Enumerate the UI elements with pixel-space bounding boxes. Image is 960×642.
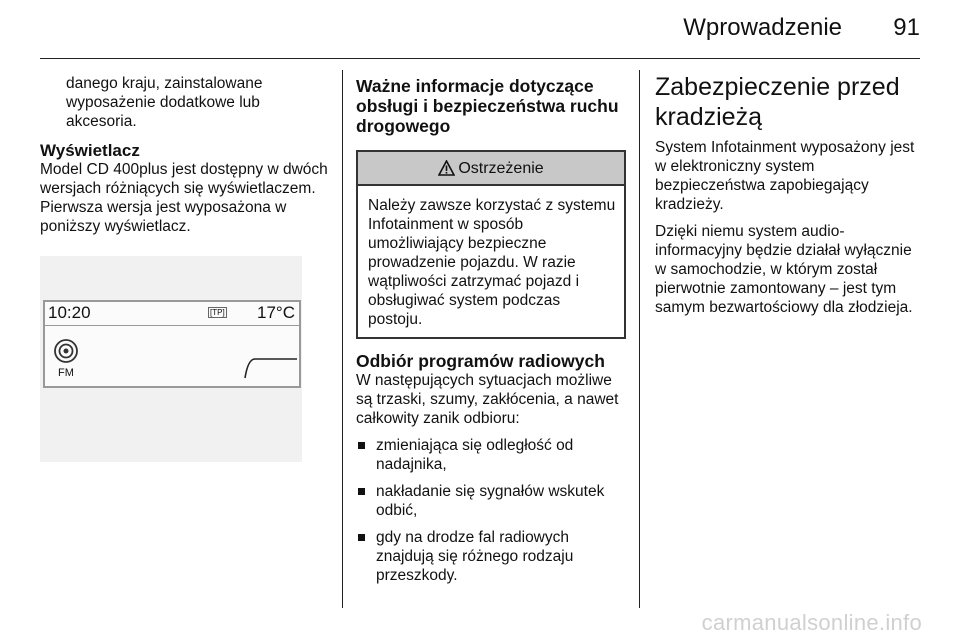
display-photo xyxy=(40,256,302,462)
column-3 xyxy=(655,64,923,325)
bullet-icon xyxy=(358,488,365,495)
tp-indicator: [TP] xyxy=(210,308,225,317)
reception-text: W następujących sytuacjach możliwe są trzaski, szumy, zakłócenia, a nawet całkowity zanik odbioru: xyxy=(356,372,619,427)
safety-heading: Ważne informacje dotyczące obsługi i bezpieczeństwa ruchu drogowego xyxy=(356,76,619,136)
display-screen xyxy=(43,300,301,388)
display-time: 10:20 xyxy=(48,303,91,322)
display-graphic-line xyxy=(243,357,297,379)
watermark: carmanualsonline.info xyxy=(701,610,922,635)
display-temperature: 17°C xyxy=(257,303,295,322)
page-number: 91 xyxy=(893,14,920,41)
list-item: zmieniająca się odległość od nadajnika, xyxy=(356,436,626,474)
warning-text: Należy zawsze korzystać z systemu Infotainment w sposób umożliwiający bezpieczne prowadzenie pojazdu. W razie wątpliwości zatrzymać pojazd i obsługiwać system podczas postoju. xyxy=(368,197,616,328)
bullet-icon xyxy=(358,442,365,449)
intro-text: danego kraju, zainstalowane wyposażenie dodatkowe lub akcesoria. xyxy=(66,75,263,130)
column-divider-2 xyxy=(639,70,640,608)
warning-box xyxy=(356,150,626,339)
warning-title: Ostrzeżenie xyxy=(458,159,544,177)
display-separator xyxy=(45,325,299,326)
radio-signal-icon xyxy=(53,338,79,364)
display-heading: Wyświetlacz xyxy=(40,141,140,160)
column-2 xyxy=(356,64,626,593)
column-divider-1 xyxy=(342,70,343,608)
list-item: gdy na drodze fal radiowych znajdują się różnego rodzaju przeszkody. xyxy=(356,528,626,585)
anti-theft-paragraph-2: Dzięki niemu system audio-informacyjny będzie działał wyłącznie w samochodzie, w którym został pierwotnie zamontowany – jest tym samym bezwartościowy dla złodzieja. xyxy=(655,223,913,316)
warning-header xyxy=(358,152,624,186)
bullet-icon xyxy=(358,534,365,541)
column-1 xyxy=(40,64,330,462)
header-rule xyxy=(40,58,920,59)
anti-theft-heading: Zabezpieczenie przed kradzieżą xyxy=(655,73,900,131)
display-paragraph: Model CD 400plus jest dostępny w dwóch wersjach różniących się wyświetlaczem. Pierwsza wersja jest wyposażona w poniższy wyświetlacz. xyxy=(40,161,328,235)
reception-list xyxy=(356,436,626,585)
list-item: nakładanie się sygnałów wskutek odbić, xyxy=(356,482,626,520)
header-title: Wprowadzenie xyxy=(683,14,842,41)
warning-triangle-icon xyxy=(438,160,455,176)
reception-heading: Odbiór programów radiowych xyxy=(356,351,605,371)
anti-theft-paragraph-1: System Infotainment wyposażony jest w elektroniczny system bezpieczeństwa zapobiegający kradzieży. xyxy=(655,139,915,213)
display-band: FM xyxy=(58,367,74,379)
